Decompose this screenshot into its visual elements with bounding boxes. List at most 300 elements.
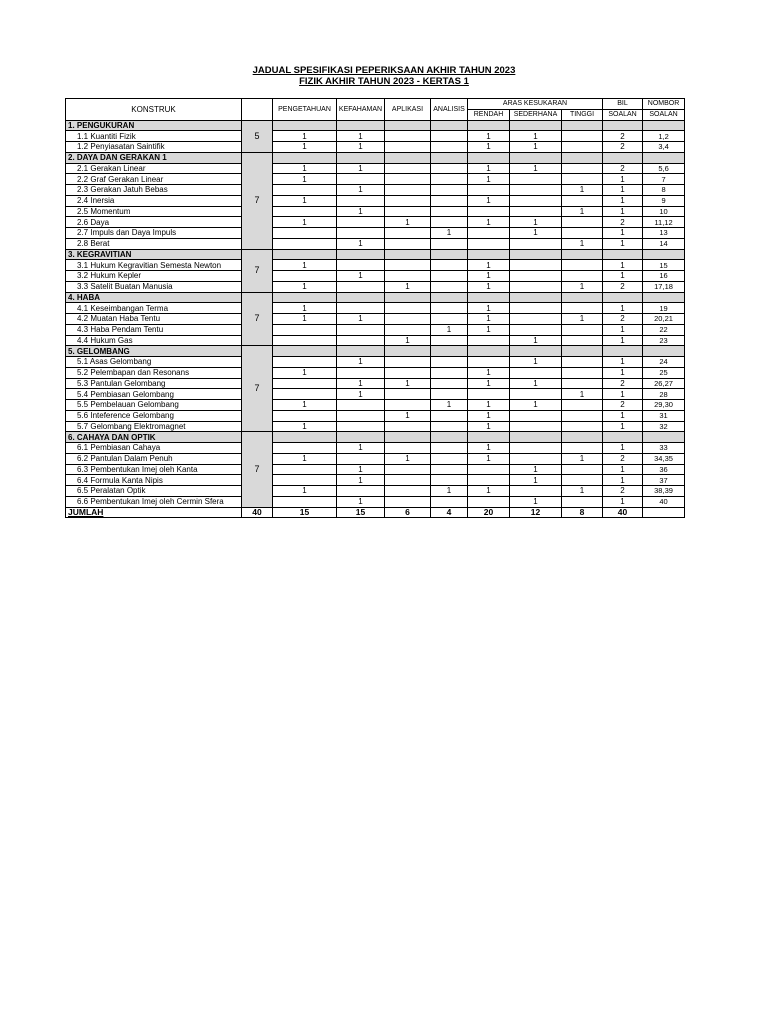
aplikasi-cell [385,357,431,368]
sederhana-cell [510,303,562,314]
pengetahuan-cell: 1 [273,303,337,314]
bil-soalan-cell: 2 [603,314,643,325]
section-count: 7 [242,249,273,292]
kefahaman-cell: 1 [337,314,385,325]
bil-soalan-cell: 1 [603,260,643,271]
topic-row [66,464,685,475]
pengetahuan-cell [273,443,337,454]
section-shade-cell [385,152,431,163]
tinggi-cell [562,228,603,239]
nombor-soalan-cell: 36 [643,464,685,475]
rendah-cell: 1 [468,163,510,174]
nombor-soalan-cell: 13 [643,228,685,239]
section-count: 7 [242,292,273,346]
analisis-cell: 1 [431,400,468,411]
nombor-soalan-cell: 22 [643,324,685,335]
kefahaman-cell [337,410,385,421]
section-count: 7 [242,152,273,249]
nombor-soalan-cell: 29,30 [643,400,685,411]
aplikasi-cell [385,174,431,185]
pengetahuan-cell: 1 [273,195,337,206]
sederhana-cell [510,443,562,454]
topic-label: 4.1 Keseimbangan Terma [66,303,242,314]
specification-table [65,98,685,518]
sederhana-cell [510,453,562,464]
topic-label: 1.1 Kuantiti Fizik [66,131,242,142]
topic-label: 6.1 Pembiasan Cahaya [66,443,242,454]
topic-row [66,195,685,206]
aplikasi-cell: 1 [385,281,431,292]
nombor-soalan-cell: 32 [643,421,685,432]
total-pengetahuan: 15 [273,507,337,518]
topic-row [66,496,685,507]
bil-soalan-cell: 1 [603,206,643,217]
tinggi-cell [562,410,603,421]
kefahaman-cell: 1 [337,163,385,174]
aplikasi-cell [385,464,431,475]
bil-soalan-cell: 2 [603,217,643,228]
sederhana-cell: 1 [510,475,562,486]
tinggi-cell [562,260,603,271]
tinggi-cell [562,174,603,185]
section-shade-cell [643,120,685,131]
pengetahuan-cell [273,464,337,475]
tinggi-cell [562,367,603,378]
sederhana-cell: 1 [510,335,562,346]
topic-label: 5.3 Pantulan Gelombang [66,378,242,389]
header-nombor-soalan: SOALAN [643,109,685,120]
sederhana-cell [510,185,562,196]
nombor-soalan-cell: 19 [643,303,685,314]
topic-label: 3.1 Hukum Kegravitian Semesta Newton [66,260,242,271]
section-shade-cell [468,346,510,357]
topic-row [66,486,685,497]
section-row [66,346,685,357]
section-shade-cell [562,346,603,357]
aplikasi-cell [385,228,431,239]
nombor-soalan-cell: 17,18 [643,281,685,292]
bil-soalan-cell: 1 [603,367,643,378]
section-shade-cell [431,432,468,443]
analisis-cell [431,238,468,249]
topic-row [66,303,685,314]
rendah-cell: 1 [468,131,510,142]
bil-soalan-cell: 1 [603,410,643,421]
section-shade-cell [273,152,337,163]
bil-soalan-cell: 1 [603,185,643,196]
sederhana-cell: 1 [510,142,562,153]
kefahaman-cell [337,228,385,239]
pengetahuan-cell: 1 [273,421,337,432]
total-rendah: 20 [468,507,510,518]
page-title: JADUAL SPESIFIKASI PEPERIKSAAN AKHIR TAHUN 2023 [252,65,516,76]
tinggi-cell [562,335,603,346]
aplikasi-cell: 1 [385,217,431,228]
tinggi-cell [562,163,603,174]
section-shade-cell [337,346,385,357]
section-shade-cell [643,432,685,443]
kefahaman-cell [337,400,385,411]
pengetahuan-cell: 1 [273,314,337,325]
analisis-cell [431,142,468,153]
section-shade-cell [431,346,468,357]
section-shade-cell [510,292,562,303]
analisis-cell [431,217,468,228]
topic-row [66,206,685,217]
nombor-soalan-cell: 38,39 [643,486,685,497]
header-pengetahuan: PENGETAHUAN [273,99,337,121]
aplikasi-cell [385,260,431,271]
nombor-soalan-cell: 9 [643,195,685,206]
tinggi-cell [562,217,603,228]
analisis-cell: 1 [431,324,468,335]
pengetahuan-cell [273,228,337,239]
rendah-cell [468,464,510,475]
analisis-cell [431,131,468,142]
analisis-cell [431,163,468,174]
sederhana-cell [510,324,562,335]
analisis-cell [431,271,468,282]
total-sederhana: 12 [510,507,562,518]
header-bil-soalan: SOALAN [603,109,643,120]
topic-row [66,142,685,153]
tinggi-cell [562,464,603,475]
section-shade-cell [385,120,431,131]
section-count: 5 [242,120,273,152]
rendah-cell: 1 [468,378,510,389]
pengetahuan-cell: 1 [273,260,337,271]
tinggi-cell: 1 [562,185,603,196]
kefahaman-cell [337,174,385,185]
kefahaman-cell: 1 [337,206,385,217]
nombor-soalan-cell: 25 [643,367,685,378]
kefahaman-cell [337,260,385,271]
tinggi-cell [562,496,603,507]
aplikasi-cell [385,400,431,411]
section-row [66,249,685,260]
analisis-cell [431,475,468,486]
rendah-cell [468,238,510,249]
bil-soalan-cell: 1 [603,238,643,249]
topic-label: 2.7 Impuls dan Daya Impuls [66,228,242,239]
section-shade-cell [562,152,603,163]
pengetahuan-cell [273,206,337,217]
section-shade-cell [562,432,603,443]
pengetahuan-cell: 1 [273,142,337,153]
topic-row [66,475,685,486]
tinggi-cell [562,303,603,314]
aplikasi-cell: 1 [385,453,431,464]
bil-soalan-cell: 2 [603,378,643,389]
section-row [66,152,685,163]
topic-row [66,378,685,389]
section-shade-cell [468,120,510,131]
tinggi-cell: 1 [562,314,603,325]
tinggi-cell [562,421,603,432]
sederhana-cell [510,410,562,421]
tinggi-cell [562,378,603,389]
analisis-cell [431,357,468,368]
total-kefahaman: 15 [337,507,385,518]
topic-row [66,260,685,271]
bil-soalan-cell: 1 [603,443,643,454]
tinggi-cell [562,324,603,335]
sederhana-cell: 1 [510,400,562,411]
nombor-soalan-cell: 5,6 [643,163,685,174]
topic-label: 3.2 Hukum Kepler [66,271,242,282]
section-shade-cell [603,346,643,357]
header-aplikasi: APLIKASI [385,99,431,121]
aplikasi-cell [385,185,431,196]
tinggi-cell [562,271,603,282]
section-shade-cell [468,152,510,163]
nombor-soalan-cell: 7 [643,174,685,185]
section-shade-cell [385,346,431,357]
bil-soalan-cell: 1 [603,496,643,507]
section-shade-cell [562,120,603,131]
rendah-cell: 1 [468,410,510,421]
section-shade-cell [562,249,603,260]
topic-row [66,421,685,432]
pengetahuan-cell: 1 [273,217,337,228]
section-shade-cell [603,249,643,260]
nombor-soalan-cell: 8 [643,185,685,196]
topic-row [66,443,685,454]
section-title: 2. DAYA DAN GERAKAN 1 [66,152,242,163]
pengetahuan-cell: 1 [273,400,337,411]
section-shade-cell [273,249,337,260]
rendah-cell: 1 [468,443,510,454]
rendah-cell [468,185,510,196]
section-shade-cell [431,120,468,131]
topic-row [66,185,685,196]
pengetahuan-cell [273,410,337,421]
section-shade-cell [510,346,562,357]
bil-soalan-cell: 2 [603,281,643,292]
rendah-cell: 1 [468,400,510,411]
pengetahuan-cell [273,496,337,507]
header-aras-kesukaran: ARAS KESUKARAN [468,99,603,110]
rendah-cell: 1 [468,217,510,228]
section-title: 5. GELOMBANG [66,346,242,357]
pengetahuan-cell [273,389,337,400]
sederhana-cell: 1 [510,378,562,389]
sederhana-cell [510,206,562,217]
bil-soalan-cell: 2 [603,142,643,153]
topic-row [66,400,685,411]
section-shade-cell [603,120,643,131]
total-aplikasi: 6 [385,507,431,518]
section-shade-cell [337,152,385,163]
topic-row [66,131,685,142]
section-shade-cell [273,432,337,443]
rendah-cell: 1 [468,453,510,464]
analisis-cell [431,314,468,325]
sederhana-cell [510,367,562,378]
kefahaman-cell: 1 [337,271,385,282]
sederhana-cell: 1 [510,464,562,475]
rendah-cell: 1 [468,324,510,335]
bil-soalan-cell: 2 [603,453,643,464]
analisis-cell [431,389,468,400]
total-label: JUMLAH [66,507,242,518]
topic-row [66,335,685,346]
nombor-soalan-cell: 23 [643,335,685,346]
header-rendah: RENDAH [468,109,510,120]
section-shade-cell [468,292,510,303]
pengetahuan-cell: 1 [273,163,337,174]
section-shade-cell [337,432,385,443]
kefahaman-cell [337,367,385,378]
total-row [66,507,685,518]
topic-row [66,174,685,185]
nombor-soalan-cell: 14 [643,238,685,249]
section-shade-cell [643,249,685,260]
section-shade-cell [643,346,685,357]
nombor-soalan-cell: 31 [643,410,685,421]
bil-soalan-cell: 2 [603,400,643,411]
analisis-cell [431,464,468,475]
rendah-cell [468,206,510,217]
bil-soalan-cell: 1 [603,464,643,475]
kefahaman-cell: 1 [337,475,385,486]
aplikasi-cell [385,195,431,206]
section-shade-cell [603,432,643,443]
aplikasi-cell: 1 [385,410,431,421]
nombor-soalan-cell: 1,2 [643,131,685,142]
kefahaman-cell [337,195,385,206]
analisis-cell [431,335,468,346]
header-bil: BIL [603,99,643,110]
section-shade-cell [603,152,643,163]
sederhana-cell [510,389,562,400]
topic-label: 4.3 Haba Pendam Tentu [66,324,242,335]
pengetahuan-cell [273,238,337,249]
aplikasi-cell: 1 [385,335,431,346]
section-row [66,120,685,131]
aplikasi-cell [385,475,431,486]
section-shade-cell [431,249,468,260]
section-title: 1. PENGUKURAN [66,120,242,131]
section-shade-cell [385,249,431,260]
aplikasi-cell [385,421,431,432]
topic-label: 2.3 Gerakan Jatuh Bebas [66,185,242,196]
rendah-cell [468,475,510,486]
tinggi-cell [562,443,603,454]
bil-soalan-cell: 1 [603,389,643,400]
bil-soalan-cell: 1 [603,195,643,206]
kefahaman-cell [337,303,385,314]
pengetahuan-cell: 1 [273,281,337,292]
topic-row [66,281,685,292]
nombor-soalan-cell: 10 [643,206,685,217]
header-konstruk: KONSTRUK [66,99,242,121]
rendah-cell: 1 [468,281,510,292]
section-title: 4. HABA [66,292,242,303]
pengetahuan-cell: 1 [273,453,337,464]
bil-soalan-cell: 2 [603,486,643,497]
section-shade-cell [385,292,431,303]
pengetahuan-cell: 1 [273,174,337,185]
topic-label: 2.8 Berat [66,238,242,249]
analisis-cell: 1 [431,228,468,239]
topic-row [66,217,685,228]
rendah-cell [468,357,510,368]
sederhana-cell: 1 [510,217,562,228]
topic-row [66,314,685,325]
rendah-cell [468,335,510,346]
section-title: 6. CAHAYA DAN OPTIK [66,432,242,443]
rendah-cell: 1 [468,367,510,378]
section-shade-cell [510,432,562,443]
topic-label: 5.5 Pembelauan Gelombang [66,400,242,411]
tinggi-cell [562,195,603,206]
sederhana-cell: 1 [510,228,562,239]
topic-row [66,238,685,249]
topic-row [66,389,685,400]
topic-label: 2.5 Momentum [66,206,242,217]
topic-row [66,324,685,335]
rendah-cell [468,496,510,507]
page-subtitle: FIZIK AKHIR TAHUN 2023 - KERTAS 1 [299,76,469,87]
bil-soalan-cell: 1 [603,228,643,239]
tinggi-cell [562,131,603,142]
total-count: 40 [242,507,273,518]
sederhana-cell [510,271,562,282]
kefahaman-cell: 1 [337,443,385,454]
rendah-cell [468,389,510,400]
rendah-cell: 1 [468,174,510,185]
header-sederhana: SEDERHANA [510,109,562,120]
analisis-cell [431,303,468,314]
bil-soalan-cell: 1 [603,335,643,346]
header-analisis: ANALISIS [431,99,468,121]
total-bil-soalan: 40 [603,507,643,518]
rendah-cell: 1 [468,195,510,206]
nombor-soalan-cell: 11,12 [643,217,685,228]
aplikasi-cell [385,367,431,378]
topic-row [66,163,685,174]
pengetahuan-cell [273,357,337,368]
rendah-cell: 1 [468,314,510,325]
section-shade-cell [603,292,643,303]
pengetahuan-cell [273,324,337,335]
tinggi-cell: 1 [562,238,603,249]
topic-label: 1.2 Penyiasatan Saintifik [66,142,242,153]
analisis-cell [431,453,468,464]
tinggi-cell: 1 [562,389,603,400]
tinggi-cell [562,400,603,411]
tinggi-cell: 1 [562,281,603,292]
bil-soalan-cell: 1 [603,357,643,368]
aplikasi-cell [385,142,431,153]
analisis-cell [431,185,468,196]
rendah-cell: 1 [468,421,510,432]
aplikasi-cell [385,496,431,507]
pengetahuan-cell [273,378,337,389]
pengetahuan-cell [273,271,337,282]
section-shade-cell [273,346,337,357]
section-shade-cell [385,432,431,443]
section-row [66,432,685,443]
aplikasi-cell [385,163,431,174]
topic-label: 2.6 Daya [66,217,242,228]
kefahaman-cell: 1 [337,389,385,400]
kefahaman-cell: 1 [337,142,385,153]
bil-soalan-cell: 2 [603,131,643,142]
aplikasi-cell [385,303,431,314]
tinggi-cell: 1 [562,486,603,497]
